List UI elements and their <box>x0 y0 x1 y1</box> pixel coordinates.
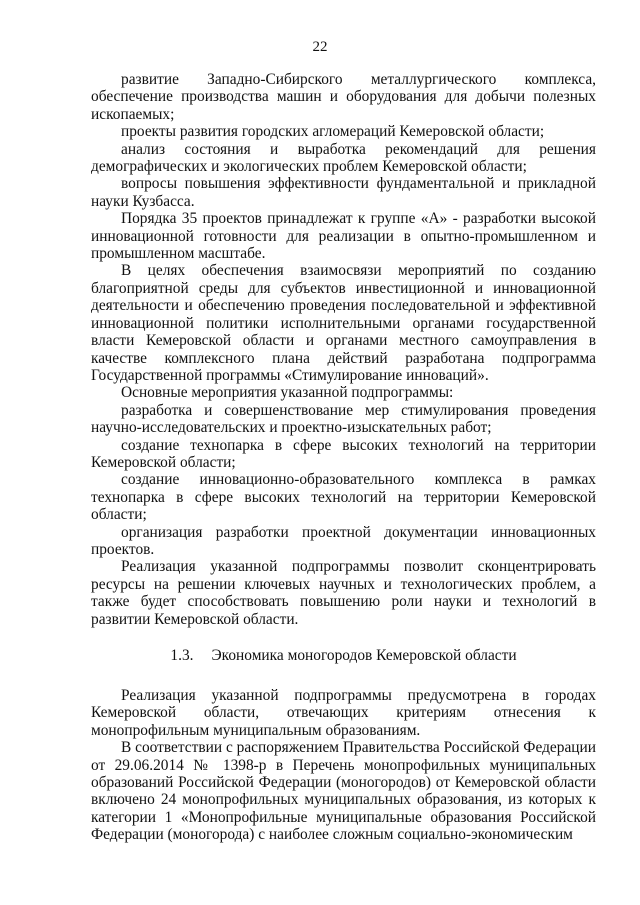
paragraph: В соответствии с распоряжением Правительства Российской Федерации от 29.06.2014 № 1398-р в Перечень монопрофильных муниципальных образований Российской Федерации (моногородов) от Кемеровской области включено 24 монопрофильных муниципальных образования, из которых к категории 1 «Монопрофильные муниципальные образования Российской Федерации (моногорода) с наиболее сложным социально-экономическим <box>91 739 596 844</box>
paragraph: вопросы повышения эффективности фундаментальной и прикладной науки Кузбасса. <box>91 175 596 210</box>
paragraph: анализ состояния и выработка рекомендаций для решения демографических и экологических проблем Кемеровской области; <box>91 140 596 176</box>
paragraph: развитие Западно-Сибирского металлургического комплекса, обеспечение производства машин и оборудования для добычи полезных ископаемых; <box>91 71 596 123</box>
paragraph: создание инновационно-образовательного комплекса в рамках технопарка в сфере высоких технологий на территории Кемеровской области; <box>91 471 596 524</box>
section-number: 1.3. <box>170 647 194 664</box>
paragraph: В целях обеспечения взаимосвязи мероприятий по созданию благоприятной среды для субъектов инвестиционной и инновационной деятельности и обеспечению проведения последовательной и эффективной инновационной политики исполнительными органами государственной власти Кемеровской области и органами местного самоуправления в качестве комплексного плана действий разработана подпрограмма Государственной программы «Стимулирование инноваций». <box>91 262 596 384</box>
paragraph: Порядка 35 проектов принадлежат к группе «А» - разработки высокой инновационной готовности для реализации в опытно-промышленном и промышленном масштабе. <box>91 210 596 263</box>
paragraph: организация разработки проектной документации инновационных проектов. <box>91 523 596 558</box>
paragraph: Реализация указанной подпрограммы позволит сконцентрировать ресурсы на решении ключевых научных и технологических проблем, а также будет способствовать повышению роли науки и технологий в развитии Кемеровской области. <box>91 558 596 628</box>
paragraph: создание технопарка в сфере высоких технологий на территории Кемеровской области; <box>91 436 596 471</box>
paragraph: разработка и совершенствование мер стимулирования проведения научно-исследовательских и проектно-изыскательных работ; <box>91 401 596 437</box>
section-title: Экономика моногородов Кемеровской области <box>211 647 517 664</box>
paragraph: проекты развития городских агломераций Кемеровской области; <box>121 123 545 141</box>
document-body <box>91 71 596 844</box>
paragraph: Основные мероприятия указанной подпрограммы: <box>121 384 454 402</box>
paragraph: Реализация указанной подпрограммы предусмотрена в городах Кемеровской области, отвечающих критериям отнесения к монопрофильным муниципальным образованиям. <box>91 687 596 739</box>
section-heading <box>91 647 596 665</box>
page-number: 22 <box>312 39 328 55</box>
